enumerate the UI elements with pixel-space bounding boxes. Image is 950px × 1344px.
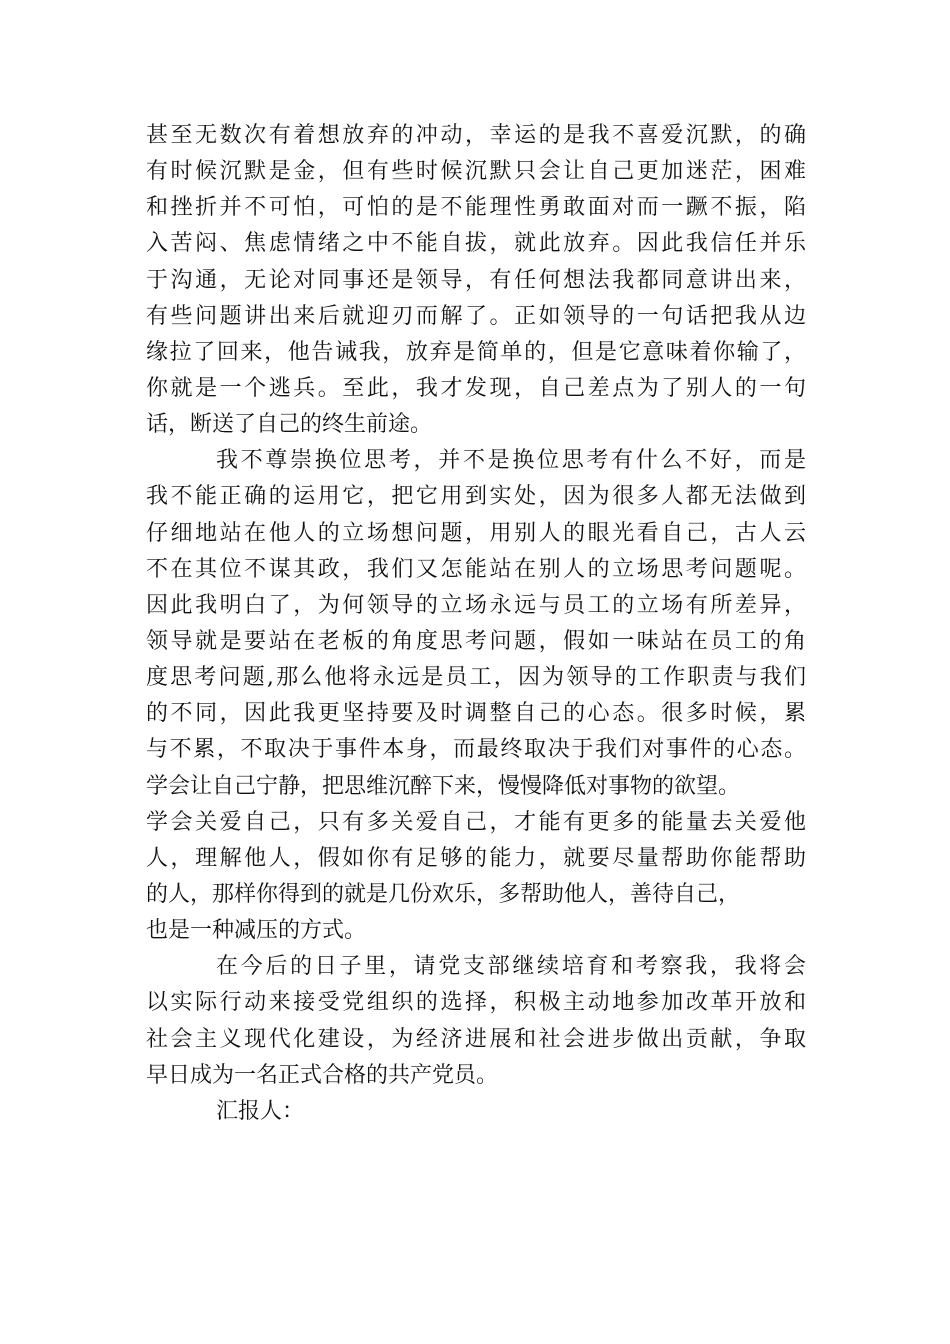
paragraph-2-line-14: 也是一种减压的方式。 bbox=[146, 918, 367, 944]
paragraph-1-line-1: 甚至无数次有着想放弃的冲动，幸运的是我不喜爱沉默，的确 bbox=[146, 123, 806, 148]
paragraph-2-line-2: 我不能正确的运用它，把它用到实处，因为很多人都无法做到 bbox=[146, 484, 806, 510]
paragraph-2-line-4: 不在其位不谋其政，我们又怎能站在别人的立场思考问题呢。 bbox=[146, 556, 806, 582]
reporter-label: 汇报人： bbox=[216, 1098, 305, 1124]
paragraph-1-line-6: 有些问题讲出来后就迎刃而解了。正如领导的一句话把我从边 bbox=[146, 303, 806, 329]
paragraph-3-line-3: 社会主义现代化建设，为经济进展和社会进步做出贡献，争取 bbox=[146, 1026, 806, 1052]
paragraph-1-line-5: 于沟通，无论对同事还是领导，有任何想法我都同意讲出来， bbox=[146, 267, 806, 293]
paragraph-1-line-8: 你就是一个逃兵。至此，我才发现，自己差点为了别人的一句 bbox=[146, 375, 806, 401]
paragraph-1-line-9: 话，断送了自己的终生前途。 bbox=[146, 412, 433, 438]
document-body bbox=[146, 118, 806, 1130]
paragraph-3-line-1: 在今后的日子里，请党支部继续培育和考察我，我将会 bbox=[216, 954, 806, 980]
paragraph-1-line-3: 和挫折并不可怕，可怕的是不能理性勇敢面对而一蹶不振，陷 bbox=[146, 195, 806, 221]
paragraph-1-line-4: 入苦闷、焦虑情绪之中不能自拔，就此放弃。因此我信任并乐 bbox=[146, 231, 806, 257]
paragraph-3-line-2: 以实际行动来接受党组织的选择，积极主动地参加改革开放和 bbox=[146, 990, 806, 1016]
paragraph-2-line-1: 我不尊崇换位思考，并不是换位思考有什么不好，而是 bbox=[216, 448, 806, 474]
paragraph-2-line-6: 领导就是要站在老板的角度思考问题，假如一味站在员工的角 bbox=[146, 628, 806, 654]
paragraph-2-line-10: 学会让自己宁静，把思维沉醉下来，慢慢降低对事物的欲望。 bbox=[146, 773, 741, 799]
paragraph-2-line-3: 仔细地站在他人的立场想问题，用别人的眼光看自己，古人云 bbox=[146, 520, 806, 546]
paragraph-2-line-13: 的人，那样你得到的就是几份欢乐，多帮助他人，善待自己， bbox=[146, 881, 741, 907]
paragraph-3-line-4: 早日成为一名正式合格的共产党员。 bbox=[146, 1062, 499, 1088]
paragraph-2-line-9: 与不累，不取决于事件本身，而最终取决于我们对事件的心态。 bbox=[146, 737, 806, 763]
paragraph-2-line-5: 因此我明白了，为何领导的立场永远与员工的立场有所差异， bbox=[146, 592, 806, 618]
paragraph-2-line-11: 学会关爱自己，只有多关爱自己，才能有更多的能量去关爱他 bbox=[146, 809, 806, 835]
paragraph-2-line-8: 的不同，因此我更坚持要及时调整自己的心态。很多时候，累 bbox=[146, 701, 806, 727]
paragraph-1-line-7: 缘拉了回来，他告诫我，放弃是简单的，但是它意味着你输了， bbox=[146, 339, 806, 365]
paragraph-2-line-12: 人，理解他人，假如你有足够的能力，就要尽量帮助你能帮助 bbox=[146, 845, 806, 871]
paragraph-2-line-7: 度思考问题,那么他将永远是员工，因为领导的工作职责与我们 bbox=[146, 665, 806, 691]
paragraph-1-line-2: 有时候沉默是金，但有些时候沉默只会让自己更加迷茫，困难 bbox=[146, 159, 806, 185]
